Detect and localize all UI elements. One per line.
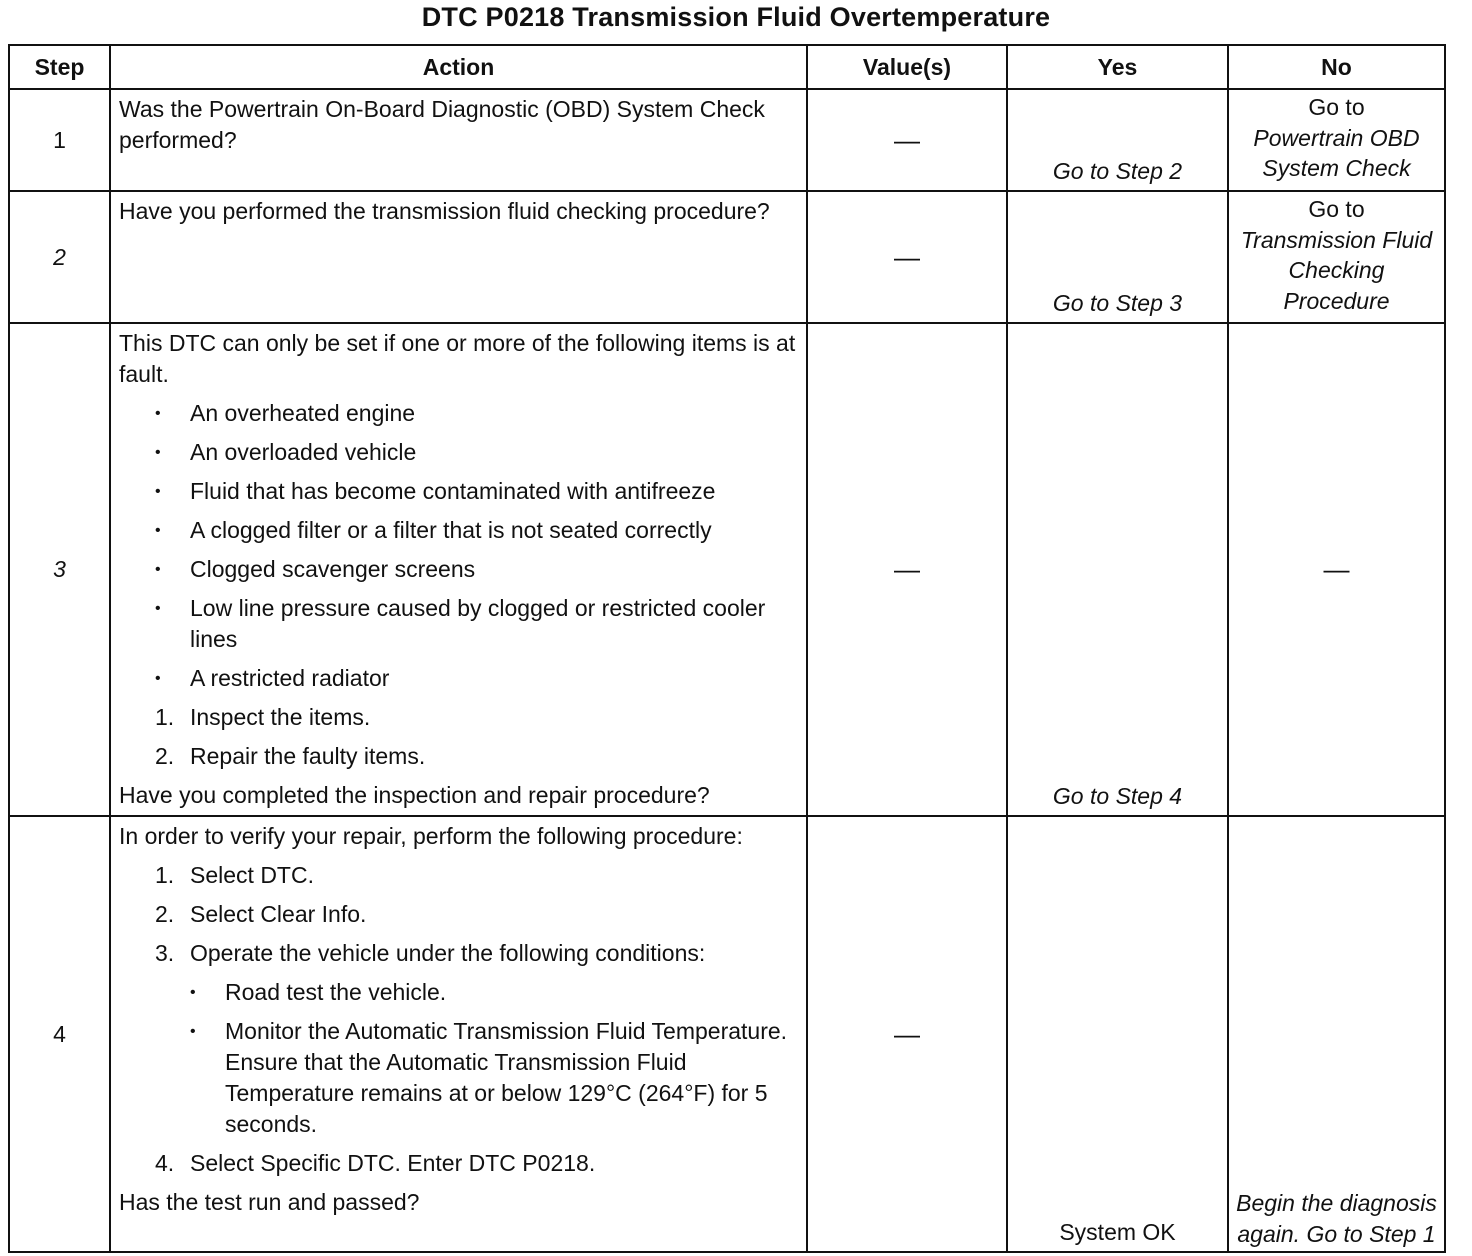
step-number: 2 — [9, 191, 110, 323]
step-text: Inspect the items. — [190, 704, 371, 730]
step-text: Select DTC. — [190, 862, 314, 888]
list-item: • Low line pressure caused by clogged or restricted cooler lines — [155, 593, 798, 655]
list-item: • A restricted radiator — [155, 663, 798, 694]
step-number: 1 — [9, 89, 110, 191]
list-item: • Clogged scavenger screens — [155, 554, 798, 585]
list-item: • An overloaded vehicle — [155, 437, 798, 468]
step-num: 2. — [155, 743, 175, 769]
list-item — [155, 860, 798, 891]
list-item — [155, 1148, 798, 1179]
no-result: Begin the diagnosis again. Go to Step 1 — [1228, 816, 1445, 1252]
value-cell: — — [807, 816, 1007, 1252]
table-row — [9, 89, 1445, 191]
no-link: Transmission Fluid Checking Procedure — [1240, 226, 1433, 314]
value-cell: — — [807, 323, 1007, 816]
table-row — [9, 323, 1445, 816]
table-header-row — [9, 45, 1445, 89]
value-cell: — — [807, 89, 1007, 191]
list-item: • A clogged filter or a filter that is not seated correctly — [155, 515, 798, 546]
list-item — [155, 899, 798, 930]
step-num: 1. — [155, 862, 175, 888]
action-text: Was the Powertrain On-Board Diagnostic (OBD) System Check performed? — [110, 89, 807, 191]
step-text: Operate the vehicle under the following conditions: — [190, 940, 706, 966]
step-number: 4 — [9, 816, 110, 1252]
step-num: 4. — [155, 1150, 175, 1176]
step-text: Repair the faulty items. — [190, 743, 426, 769]
condition-list — [190, 977, 798, 1140]
action-text: Have you performed the transmission fluid checking procedure? — [110, 191, 807, 323]
list-item: • Road test the vehicle. — [190, 977, 798, 1008]
yes-result: Go to Step 3 — [1007, 191, 1228, 323]
action-cell — [110, 323, 807, 816]
list-item — [155, 741, 798, 772]
action-intro: In order to verify your repair, perform the following procedure: — [119, 823, 743, 849]
no-prefix: Go to — [1308, 94, 1365, 120]
list-item — [155, 938, 798, 1140]
header-yes: Yes — [1007, 45, 1228, 89]
action-intro: This DTC can only be set if one or more of the following items is at fault. — [119, 330, 796, 387]
list-item — [155, 702, 798, 733]
diagnostic-table — [8, 44, 1446, 1253]
no-link: Powertrain OBD System Check — [1253, 124, 1420, 181]
step-text: Select Specific DTC. Enter DTC P0218. — [190, 1150, 596, 1176]
no-result — [1228, 191, 1445, 323]
no-result — [1228, 89, 1445, 191]
step-number: 3 — [9, 323, 110, 816]
yes-result: Go to Step 2 — [1007, 89, 1228, 191]
step-num: 1. — [155, 704, 175, 730]
action-question: Has the test run and passed? — [119, 1189, 420, 1215]
step-num: 2. — [155, 901, 175, 927]
procedure-list — [119, 702, 798, 772]
table-row — [9, 191, 1445, 323]
table-row — [9, 816, 1445, 1252]
header-values: Value(s) — [807, 45, 1007, 89]
list-item: • Fluid that has become contaminated with antifreeze — [155, 476, 798, 507]
yes-result: System OK — [1007, 816, 1228, 1252]
no-prefix: Go to — [1308, 196, 1365, 222]
header-step: Step — [9, 45, 110, 89]
action-cell — [110, 816, 807, 1252]
fault-list — [119, 398, 798, 694]
procedure-list — [119, 860, 798, 1179]
action-question: Have you completed the inspection and repair procedure? — [119, 782, 710, 808]
value-cell: — — [807, 191, 1007, 323]
list-item: • Monitor the Automatic Transmission Fluid Temperature. Ensure that the Automatic Transmission Fluid Temperature remains at or below 129°C (264°F) for 5 seconds. — [190, 1016, 798, 1140]
header-action: Action — [110, 45, 807, 89]
list-item: • An overheated engine — [155, 398, 798, 429]
page-title: DTC P0218 Transmission Fluid Overtemperature — [421, 2, 1051, 32]
no-result: — — [1228, 323, 1445, 816]
step-num: 3. — [155, 940, 175, 966]
step-text: Select Clear Info. — [190, 901, 367, 927]
header-no: No — [1228, 45, 1445, 89]
yes-result: Go to Step 4 — [1007, 323, 1228, 816]
